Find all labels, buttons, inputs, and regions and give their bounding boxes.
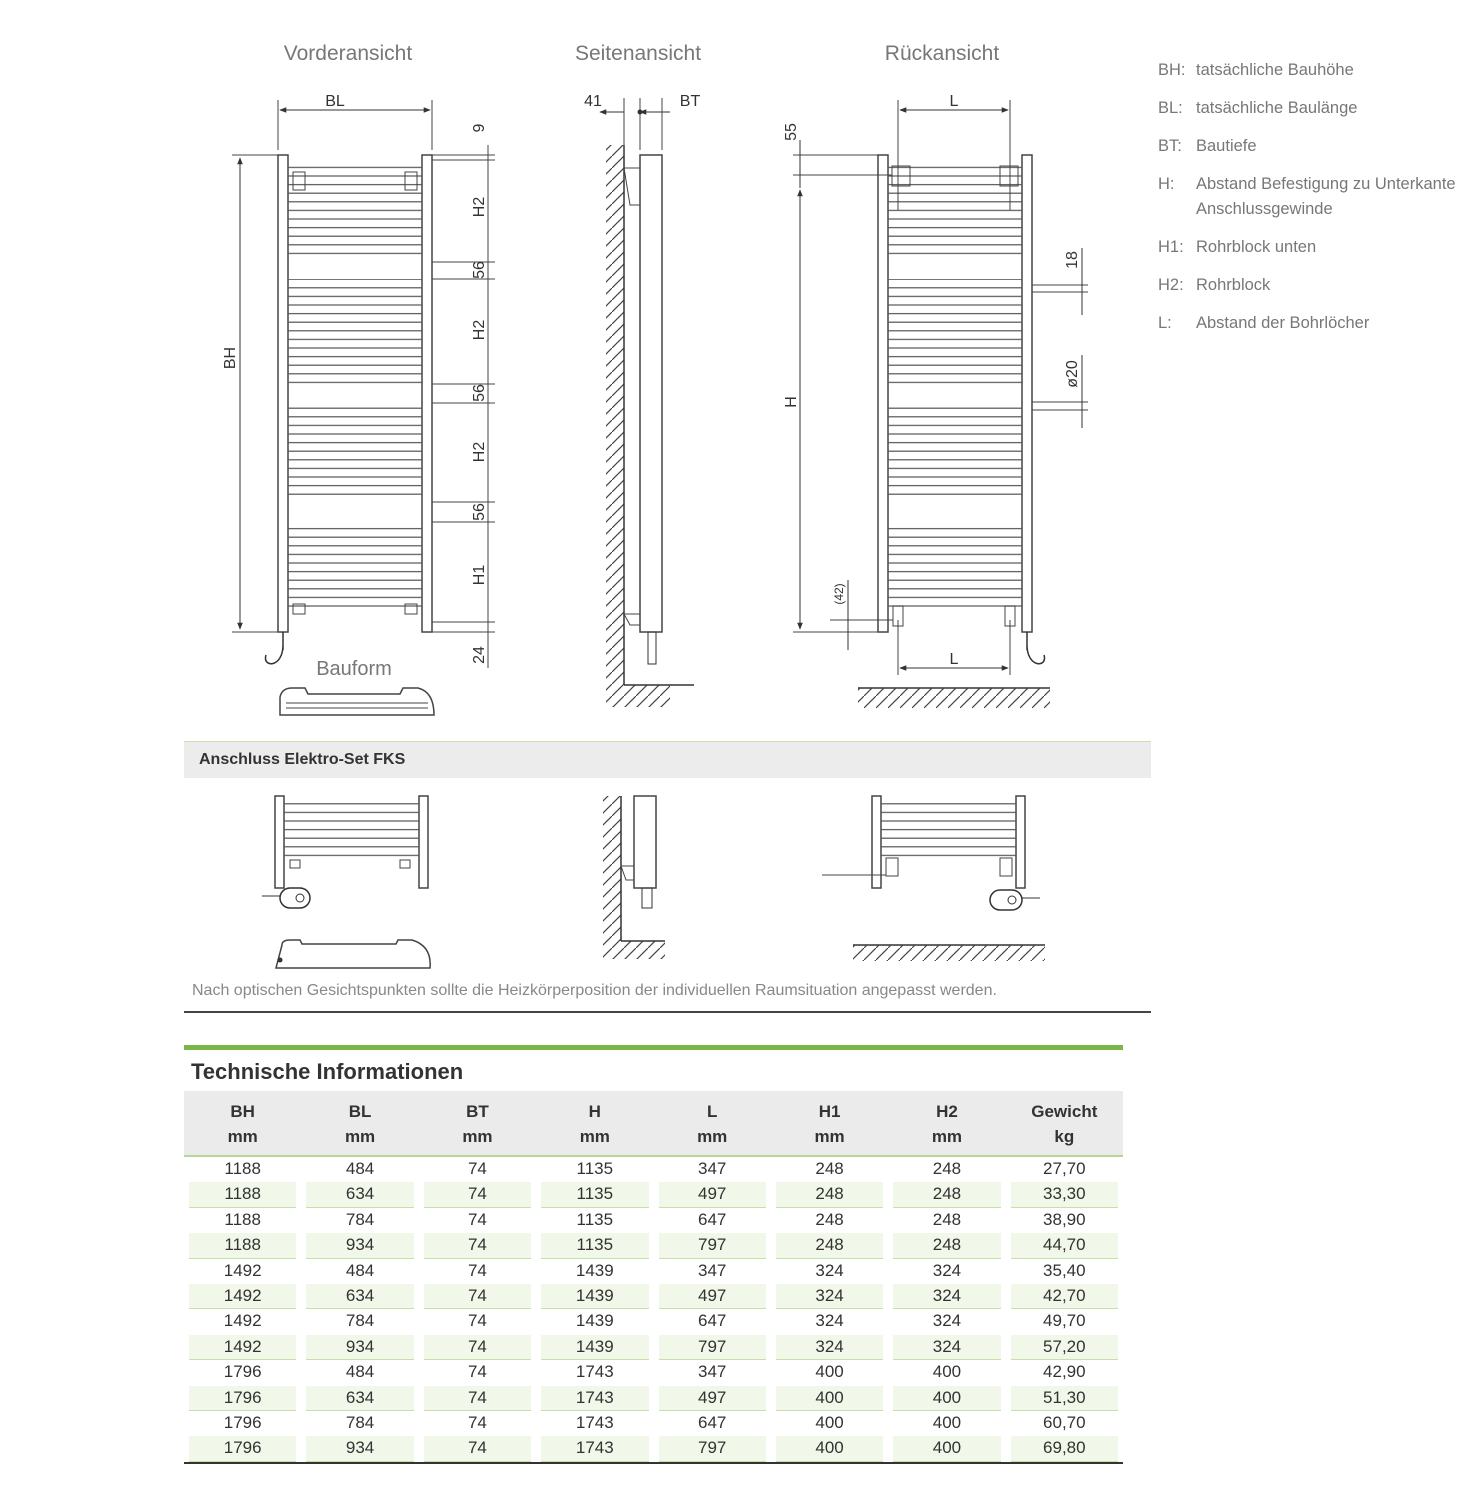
table-cell: 784 bbox=[345, 1311, 375, 1331]
table-cell: 1743 bbox=[541, 1386, 648, 1411]
table-cell: 1796 bbox=[223, 1412, 262, 1432]
table-cell: 347 bbox=[698, 1362, 727, 1382]
legend-item bbox=[1158, 96, 1458, 121]
legend-desc: Rohrblock unten bbox=[1196, 238, 1317, 256]
table-cell: 38,90 bbox=[1043, 1209, 1086, 1229]
table-cell: 1439 bbox=[575, 1311, 614, 1331]
table-cell: 784 bbox=[345, 1412, 375, 1432]
table-cell: 497 bbox=[659, 1386, 766, 1411]
table-row bbox=[184, 1182, 1123, 1207]
table-cell: 647 bbox=[698, 1412, 727, 1432]
divider bbox=[184, 1011, 1151, 1013]
legend-desc: tatsächliche Bauhöhe bbox=[1196, 61, 1354, 79]
front-rung-block-2 bbox=[288, 279, 422, 384]
elektro-side-drawing bbox=[603, 796, 665, 959]
back-dim-18: 18 bbox=[1064, 251, 1081, 269]
abbreviation-legend bbox=[1158, 58, 1458, 349]
table-cell: 324 bbox=[932, 1260, 962, 1280]
back-dim-42: (42) bbox=[832, 583, 846, 605]
side-view-title: Seitenansicht bbox=[574, 42, 702, 65]
header-name: H1 bbox=[818, 1102, 841, 1121]
header-unit: kg bbox=[1054, 1127, 1075, 1146]
table-cell: 74 bbox=[467, 1260, 487, 1280]
front-dim-h2-3: H2 bbox=[471, 441, 488, 463]
table-cell: 324 bbox=[815, 1260, 844, 1280]
table-row bbox=[184, 1233, 1123, 1258]
table-cell: 1743 bbox=[541, 1436, 648, 1461]
table-cell: 400 bbox=[815, 1362, 844, 1382]
table-cell: 74 bbox=[467, 1159, 487, 1178]
table-cell: 484 bbox=[345, 1260, 375, 1280]
table-row bbox=[184, 1411, 1123, 1436]
legend-desc: tatsächliche Baulänge bbox=[1196, 99, 1358, 117]
header-unit: mm bbox=[579, 1127, 610, 1146]
table-cell: 647 bbox=[698, 1311, 727, 1331]
table-header-cell bbox=[771, 1091, 888, 1155]
table-body bbox=[184, 1157, 1123, 1462]
front-dim-bl: BL bbox=[325, 93, 345, 110]
table-cell: 324 bbox=[776, 1284, 883, 1309]
front-view-drawing bbox=[222, 93, 495, 668]
back-dim-l-bottom: L bbox=[949, 651, 959, 668]
table-cell: 1188 bbox=[189, 1233, 296, 1258]
front-dim-56-2: 56 bbox=[471, 384, 488, 402]
table-cell: 1796 bbox=[189, 1386, 296, 1411]
table-cell: 1188 bbox=[189, 1182, 296, 1207]
back-dim-l-top: L bbox=[949, 93, 959, 110]
back-view-drawing bbox=[783, 93, 1088, 708]
header-name: BL bbox=[348, 1102, 372, 1121]
tech-info-title: Technische Informationen bbox=[191, 1059, 464, 1084]
table-header-cell bbox=[654, 1091, 771, 1155]
bauform-shape bbox=[280, 688, 434, 715]
table-cell: 400 bbox=[893, 1436, 1000, 1461]
table-cell: 1188 bbox=[224, 1209, 261, 1229]
table-cell: 934 bbox=[306, 1233, 413, 1258]
table-cell: 1743 bbox=[575, 1362, 614, 1382]
table-row bbox=[184, 1436, 1123, 1461]
table-cell: 42,70 bbox=[1011, 1284, 1118, 1309]
header-name: Gewicht bbox=[1031, 1102, 1098, 1121]
front-left-tube bbox=[278, 155, 288, 632]
table-cell: 400 bbox=[893, 1386, 1000, 1411]
table-cell: 400 bbox=[932, 1362, 962, 1382]
back-dim-d20: ø20 bbox=[1064, 360, 1081, 388]
legend-abbr: BH: bbox=[1158, 61, 1186, 79]
table-cell: 324 bbox=[932, 1311, 962, 1331]
table-header-cell bbox=[301, 1091, 418, 1155]
table-cell: 1492 bbox=[189, 1335, 296, 1360]
front-dim-56-1: 56 bbox=[471, 261, 488, 279]
front-dim-h2-2: H2 bbox=[471, 319, 488, 341]
header-name: H2 bbox=[936, 1102, 958, 1121]
table-cell: 27,70 bbox=[1043, 1159, 1086, 1178]
front-right-tube bbox=[422, 155, 432, 632]
table-cell: 497 bbox=[659, 1182, 766, 1207]
table-cell: 400 bbox=[815, 1412, 844, 1432]
table-header-cell bbox=[184, 1091, 301, 1155]
legend-item bbox=[1158, 311, 1458, 336]
table-cell: 324 bbox=[893, 1335, 1000, 1360]
table-cell: 784 bbox=[345, 1209, 375, 1229]
header-unit: mm bbox=[344, 1127, 376, 1146]
legend-desc: Abstand Befestigung zu Unterkante Anschlussgewinde bbox=[1196, 175, 1456, 218]
header-unit: mm bbox=[462, 1127, 493, 1146]
side-view-drawing bbox=[584, 93, 700, 707]
legend-abbr: L: bbox=[1158, 314, 1172, 332]
section-header-elektro-set bbox=[184, 741, 1151, 778]
table-cell: 44,70 bbox=[1011, 1233, 1118, 1258]
legend-item bbox=[1158, 58, 1458, 83]
legend-abbr: BT: bbox=[1158, 137, 1182, 155]
front-dim-9: 9 bbox=[471, 123, 488, 133]
tech-info-table bbox=[184, 1091, 1123, 1464]
back-dim-55: 55 bbox=[783, 123, 800, 141]
table-cell: 74 bbox=[467, 1412, 487, 1432]
table-cell: 1135 bbox=[576, 1159, 614, 1178]
legend-item bbox=[1158, 134, 1458, 159]
side-dim-bt: BT bbox=[679, 93, 701, 110]
table-row bbox=[184, 1360, 1123, 1385]
front-dim-h2-1: H2 bbox=[471, 196, 488, 218]
back-view-title: Rückansicht bbox=[884, 42, 1000, 65]
table-cell: 1135 bbox=[541, 1233, 648, 1258]
table-cell: 347 bbox=[698, 1260, 727, 1280]
table-cell: 248 bbox=[932, 1209, 962, 1229]
table-cell: 60,70 bbox=[1043, 1412, 1086, 1432]
table-header-cell bbox=[419, 1091, 536, 1155]
table-row bbox=[184, 1284, 1123, 1309]
table-cell: 1492 bbox=[223, 1311, 262, 1331]
table-cell: 400 bbox=[932, 1412, 962, 1432]
header-name: L bbox=[706, 1102, 718, 1121]
table-cell: 934 bbox=[306, 1335, 413, 1360]
front-dim-56-3: 56 bbox=[471, 503, 488, 521]
table-cell: 934 bbox=[306, 1436, 413, 1461]
table-header bbox=[184, 1091, 1123, 1157]
table-cell: 49,70 bbox=[1043, 1311, 1086, 1331]
table-cell: 634 bbox=[306, 1284, 413, 1309]
table-cell: 74 bbox=[424, 1233, 531, 1258]
legend-desc: Bautiefe bbox=[1196, 137, 1257, 155]
table-cell: 324 bbox=[815, 1311, 844, 1331]
front-rung-block-3 bbox=[288, 403, 422, 502]
table-cell: 248 bbox=[893, 1182, 1000, 1207]
table-cell: 1492 bbox=[223, 1260, 262, 1280]
bauform-label: Bauform bbox=[316, 658, 392, 680]
table-cell: 248 bbox=[893, 1233, 1000, 1258]
table-cell: 797 bbox=[659, 1335, 766, 1360]
header-unit: mm bbox=[697, 1127, 728, 1146]
table-cell: 248 bbox=[815, 1159, 844, 1178]
header-name: BH bbox=[230, 1102, 255, 1121]
table-cell: 1492 bbox=[189, 1284, 296, 1309]
table-cell: 347 bbox=[698, 1159, 727, 1178]
legend-desc: Abstand der Bohrlöcher bbox=[1196, 314, 1370, 332]
legend-abbr: BL: bbox=[1158, 99, 1183, 117]
front-view-title: Vorderansicht bbox=[283, 42, 413, 65]
side-dim-41: 41 bbox=[584, 93, 602, 110]
table-cell: 74 bbox=[424, 1284, 531, 1309]
header-unit: mm bbox=[227, 1127, 258, 1146]
table-cell: 797 bbox=[659, 1233, 766, 1258]
front-heating-element bbox=[265, 632, 283, 664]
table-cell: 1796 bbox=[223, 1362, 262, 1382]
table-cell: 51,30 bbox=[1011, 1386, 1118, 1411]
section-title: Anschluss Elektro-Set FKS bbox=[199, 751, 406, 768]
legend-item bbox=[1158, 235, 1458, 260]
elektro-back-drawing bbox=[822, 796, 1045, 961]
table-bottom-rule bbox=[184, 1462, 1123, 1464]
table-header-cell bbox=[536, 1091, 653, 1155]
table-cell: 248 bbox=[815, 1209, 844, 1229]
green-accent-bar bbox=[184, 1045, 1123, 1050]
table-cell: 484 bbox=[345, 1159, 375, 1178]
legend-abbr: H1: bbox=[1158, 238, 1184, 256]
legend-item bbox=[1158, 273, 1458, 298]
positioning-note: Nach optischen Gesichtspunkten sollte die Heizkörperposition der individuellen Raumsituation angepasst werden. bbox=[192, 982, 997, 999]
table-cell: 74 bbox=[424, 1436, 531, 1461]
header-name: H bbox=[588, 1102, 601, 1121]
front-dim-h1: H1 bbox=[471, 564, 488, 586]
header-name: BT bbox=[466, 1102, 489, 1121]
front-rung-block-1 bbox=[288, 160, 422, 257]
table-cell: 400 bbox=[776, 1436, 883, 1461]
table-cell: 1439 bbox=[541, 1284, 648, 1309]
front-rung-block-4 bbox=[288, 522, 422, 612]
table-cell: 69,80 bbox=[1011, 1436, 1118, 1461]
table-cell: 74 bbox=[467, 1362, 487, 1382]
front-dim-bh: BH bbox=[222, 346, 239, 370]
header-unit: mm bbox=[931, 1127, 963, 1146]
table-cell: 1439 bbox=[541, 1335, 648, 1360]
table-cell: 634 bbox=[306, 1386, 413, 1411]
table-row bbox=[184, 1309, 1123, 1334]
table-cell: 74 bbox=[424, 1386, 531, 1411]
header-unit: mm bbox=[814, 1127, 845, 1146]
table-cell: 797 bbox=[659, 1436, 766, 1461]
table-cell: 74 bbox=[424, 1335, 531, 1360]
table-header-cell bbox=[888, 1091, 1005, 1155]
table-cell: 1439 bbox=[575, 1260, 614, 1280]
table-row bbox=[184, 1335, 1123, 1360]
table-cell: 248 bbox=[932, 1159, 962, 1178]
table-row bbox=[184, 1208, 1123, 1233]
elektro-front-drawing bbox=[262, 796, 430, 968]
table-cell: 647 bbox=[698, 1209, 727, 1229]
table-cell: 324 bbox=[776, 1335, 883, 1360]
table-cell: 497 bbox=[659, 1284, 766, 1309]
table-cell: 1135 bbox=[576, 1209, 614, 1229]
table-cell: 1796 bbox=[189, 1436, 296, 1461]
table-cell: 1743 bbox=[575, 1412, 614, 1432]
table-cell: 484 bbox=[345, 1362, 375, 1382]
table-row bbox=[184, 1386, 1123, 1411]
table-cell: 74 bbox=[467, 1311, 487, 1331]
table-cell: 634 bbox=[306, 1182, 413, 1207]
front-dim-24: 24 bbox=[471, 646, 488, 664]
table-row bbox=[184, 1259, 1123, 1284]
table-header-cell bbox=[1006, 1091, 1123, 1155]
table-cell: 42,90 bbox=[1043, 1362, 1086, 1382]
legend-item bbox=[1158, 172, 1458, 222]
table-cell: 74 bbox=[467, 1209, 487, 1229]
table-cell: 248 bbox=[776, 1182, 883, 1207]
table-cell: 248 bbox=[776, 1233, 883, 1258]
table-cell: 1135 bbox=[541, 1182, 648, 1207]
legend-abbr: H2: bbox=[1158, 276, 1184, 294]
table-cell: 35,40 bbox=[1043, 1260, 1086, 1280]
table-cell: 400 bbox=[776, 1386, 883, 1411]
legend-abbr: H: bbox=[1158, 175, 1175, 193]
table-cell: 57,20 bbox=[1011, 1335, 1118, 1360]
table-row bbox=[184, 1157, 1123, 1182]
table-cell: 324 bbox=[893, 1284, 1000, 1309]
table-cell: 33,30 bbox=[1011, 1182, 1118, 1207]
table-cell: 74 bbox=[424, 1182, 531, 1207]
table-cell: 1188 bbox=[224, 1159, 261, 1178]
legend-desc: Rohrblock bbox=[1196, 276, 1271, 294]
back-dim-h: H bbox=[783, 396, 800, 408]
